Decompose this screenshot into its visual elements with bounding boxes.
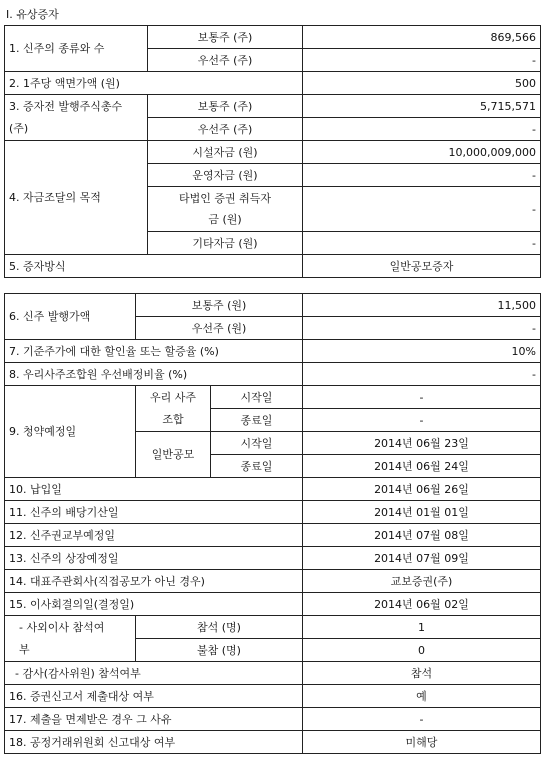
certificate-delivery-date-label: 12. 신주권교부예정일 xyxy=(5,524,303,547)
absent-value: 0 xyxy=(303,639,541,662)
auditor-attendance-value: 참석 xyxy=(303,662,541,685)
new-shares-label: 1. 신주의 종류와 수 xyxy=(5,26,148,72)
issue-price-preferred-value: - xyxy=(303,317,541,340)
preferred-shares-label: 우선주 (주) xyxy=(148,118,303,141)
discount-rate-label: 7. 기준주가에 대한 할인율 또는 할증율 (%) xyxy=(5,340,303,363)
other-fund-value: - xyxy=(303,232,541,255)
new-preferred-shares-value: - xyxy=(303,49,541,72)
listing-date-label: 13. 신주의 상장예정일 xyxy=(5,547,303,570)
common-won-label: 보통주 (원) xyxy=(136,294,303,317)
common-shares-label: 보통주 (주) xyxy=(148,26,303,49)
new-common-shares-value: 869,566 xyxy=(303,26,541,49)
issue-price-common-value: 11,500 xyxy=(303,294,541,317)
lead-manager-label: 14. 대표주관회사(직접공모가 아닌 경우) xyxy=(5,570,303,593)
dividend-base-date-label: 11. 신주의 배당기산일 xyxy=(5,501,303,524)
capital-increase-method-value: 일반공모증자 xyxy=(303,255,541,278)
par-value-value: 500 xyxy=(303,72,541,95)
attend-label: 참석 (명) xyxy=(136,616,303,639)
facility-fund-value: 10,000,009,000 xyxy=(303,141,541,164)
acquisition-fund-value: - xyxy=(303,187,541,232)
absent-label: 불참 (명) xyxy=(136,639,303,662)
par-value-label: 2. 1주당 액면가액 (원) xyxy=(5,72,303,95)
common-shares-label: 보통주 (주) xyxy=(148,95,303,118)
section-title: Ⅰ. 유상증자 xyxy=(6,8,59,21)
dividend-base-date-value: 2014년 01월 01일 xyxy=(303,501,541,524)
registration-statement-value: 예 xyxy=(303,685,541,708)
acquisition-fund-label: 타법인 증권 취득자금 (원) xyxy=(148,187,303,232)
board-resolution-date-value: 2014년 06월 02일 xyxy=(303,593,541,616)
funding-purpose-label: 4. 자금조달의 목적 xyxy=(5,141,148,255)
pre-issued-shares-label: 3. 증자전 발행주식총수 (주) xyxy=(5,95,148,141)
issue-price-label: 6. 신주 발행가액 xyxy=(5,294,136,340)
esop-label: 우리 사주조합 xyxy=(136,386,211,432)
public-end-value: 2014년 06월 24일 xyxy=(303,455,541,478)
preferred-shares-label: 우선주 (주) xyxy=(148,49,303,72)
registration-statement-label: 16. 증권신고서 제출대상 여부 xyxy=(5,685,303,708)
end-date-label: 종료일 xyxy=(211,455,303,478)
operating-fund-label: 운영자금 (원) xyxy=(148,164,303,187)
esop-start-value: - xyxy=(303,386,541,409)
auditor-attendance-label: - 감사(감사위원) 참석여부 xyxy=(5,662,303,685)
outside-director-label: - 사외이사 참석여부 xyxy=(5,616,136,662)
issuance-details-table xyxy=(4,293,541,754)
start-date-label: 시작일 xyxy=(211,386,303,409)
facility-fund-label: 시설자금 (원) xyxy=(148,141,303,164)
other-fund-label: 기타자금 (원) xyxy=(148,232,303,255)
start-date-label: 시작일 xyxy=(211,432,303,455)
ftc-report-value: 미해당 xyxy=(303,731,541,754)
pre-common-shares-value: 5,715,571 xyxy=(303,95,541,118)
attend-value: 1 xyxy=(303,616,541,639)
board-resolution-date-label: 15. 이사회결의일(결정일) xyxy=(5,593,303,616)
end-date-label: 종료일 xyxy=(211,409,303,432)
capital-increase-method-label: 5. 증자방식 xyxy=(5,255,303,278)
ftc-report-label: 18. 공정거래위원회 신고대상 여부 xyxy=(5,731,303,754)
preferred-won-label: 우선주 (원) xyxy=(136,317,303,340)
discount-rate-value: 10% xyxy=(303,340,541,363)
exemption-reason-value: - xyxy=(303,708,541,731)
certificate-delivery-date-value: 2014년 07월 08일 xyxy=(303,524,541,547)
esop-allocation-value: - xyxy=(303,363,541,386)
operating-fund-value: - xyxy=(303,164,541,187)
capital-increase-table xyxy=(4,25,541,278)
esop-end-value: - xyxy=(303,409,541,432)
listing-date-value: 2014년 07월 09일 xyxy=(303,547,541,570)
lead-manager-value: 교보증권(주) xyxy=(303,570,541,593)
pre-preferred-shares-value: - xyxy=(303,118,541,141)
public-offering-label: 일반공모 xyxy=(136,432,211,478)
esop-allocation-label: 8. 우리사주조합원 우선배정비율 (%) xyxy=(5,363,303,386)
payment-date-value: 2014년 06월 26일 xyxy=(303,478,541,501)
subscription-date-label: 9. 청약예정일 xyxy=(5,386,136,478)
payment-date-label: 10. 납입일 xyxy=(5,478,303,501)
public-start-value: 2014년 06월 23일 xyxy=(303,432,541,455)
exemption-reason-label: 17. 제출을 면제받은 경우 그 사유 xyxy=(5,708,303,731)
